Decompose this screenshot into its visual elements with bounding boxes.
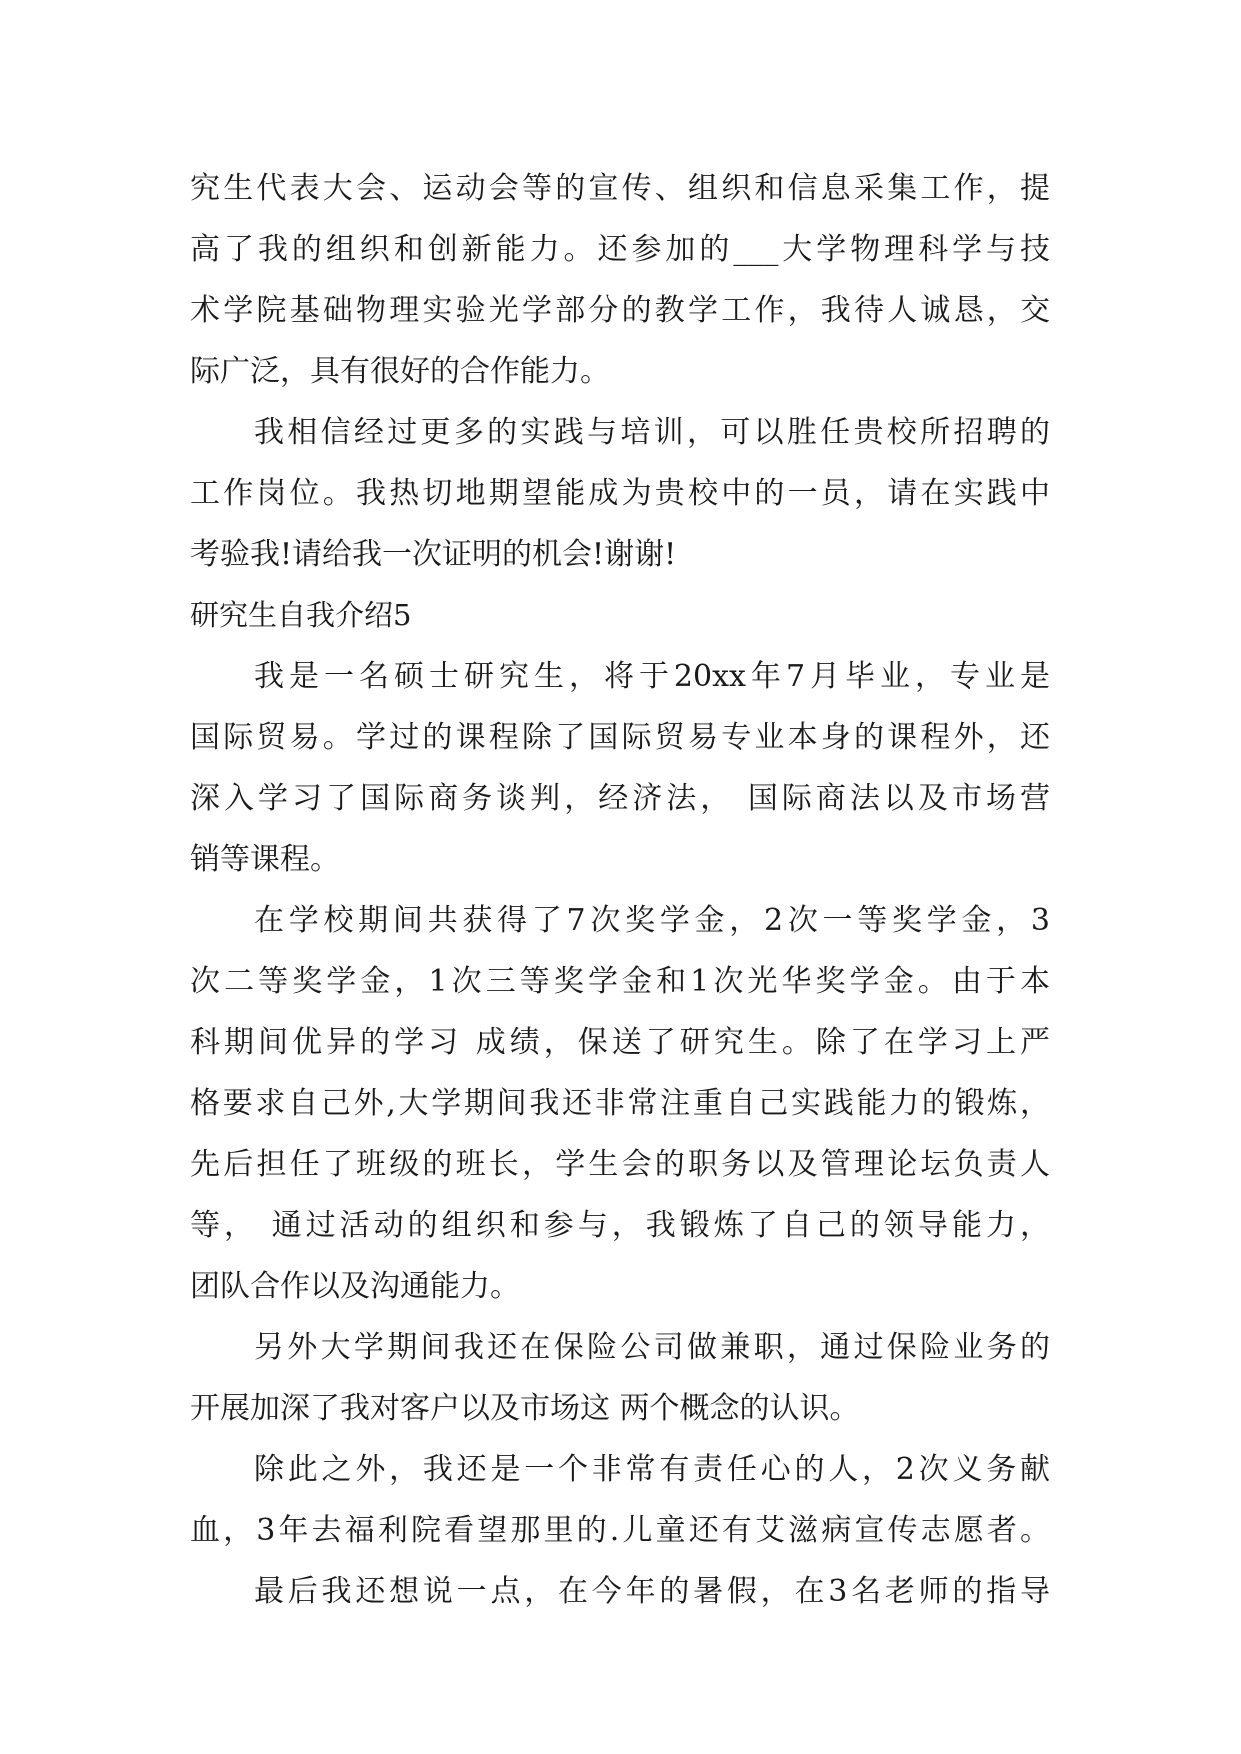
text-line: 等， 通过活动的组织和参与，我锻炼了自己的领导能力， xyxy=(190,1208,1050,1243)
text-line: 在学校期间共获得了7次奖学金，2次一等奖学金，3 xyxy=(254,903,1050,938)
text-line: 另外大学期间我还在保险公司做兼职，通过保险业务的 xyxy=(254,1330,1050,1365)
text-line: 国际贸易。学过的课程除了国际贸易专业本身的课程外，还 xyxy=(190,720,1050,755)
text-line: 销等课程。 xyxy=(190,842,340,877)
text-line: 术学院基础物理实验光学部分的教学工作，我待人诚恳，交 xyxy=(190,293,1050,328)
document-body xyxy=(190,158,1050,1622)
section-heading: 研究生自我介绍5 xyxy=(190,598,412,632)
text-line: 我是一名硕士研究生，将于20xx年7月毕业，专业是 xyxy=(254,659,1050,694)
text-line: 团队合作以及沟通能力。 xyxy=(190,1269,520,1304)
text-line: 际广泛，具有很好的合作能力。 xyxy=(190,354,610,389)
text-line: 除此之外，我还是一个非常有责任心的人，2次义务献 xyxy=(254,1452,1050,1487)
text-line: 工作岗位。我热切地期望能成为贵校中的一员，请在实践中 xyxy=(190,476,1050,511)
text-line: 最后我还想说一点，在今年的暑假，在3名老师的指导 xyxy=(254,1574,1050,1609)
text-line: 高了我的组织和创新能力。还参加的___大学物理科学与技 xyxy=(190,232,1050,267)
text-line: 血，3年去福利院看望那里的.儿童还有艾滋病宣传志愿者。 xyxy=(190,1513,1050,1548)
text-line: 科期间优异的学习 成绩，保送了研究生。除了在学习上严 xyxy=(190,1025,1050,1060)
text-line: 我相信经过更多的实践与培训，可以胜任贵校所招聘的 xyxy=(254,415,1050,450)
text-line: 开展加深了我对客户以及市场这 两个概念的认识。 xyxy=(190,1391,860,1426)
text-line: 格要求自己外,大学期间我还非常注重自己实践能力的锻炼， xyxy=(190,1086,1050,1121)
text-line: 考验我!请给我一次证明的机会!谢谢! xyxy=(190,537,677,572)
text-line: 次二等奖学金，1次三等奖学金和1次光华奖学金。由于本 xyxy=(190,964,1050,999)
text-line: 先后担任了班级的班长，学生会的职务以及管理论坛负责人 xyxy=(190,1147,1050,1182)
text-line: 究生代表大会、运动会等的宣传、组织和信息采集工作，提 xyxy=(190,171,1050,206)
text-line: 深入学习了国际商务谈判，经济法， 国际商法以及市场营 xyxy=(190,781,1050,816)
